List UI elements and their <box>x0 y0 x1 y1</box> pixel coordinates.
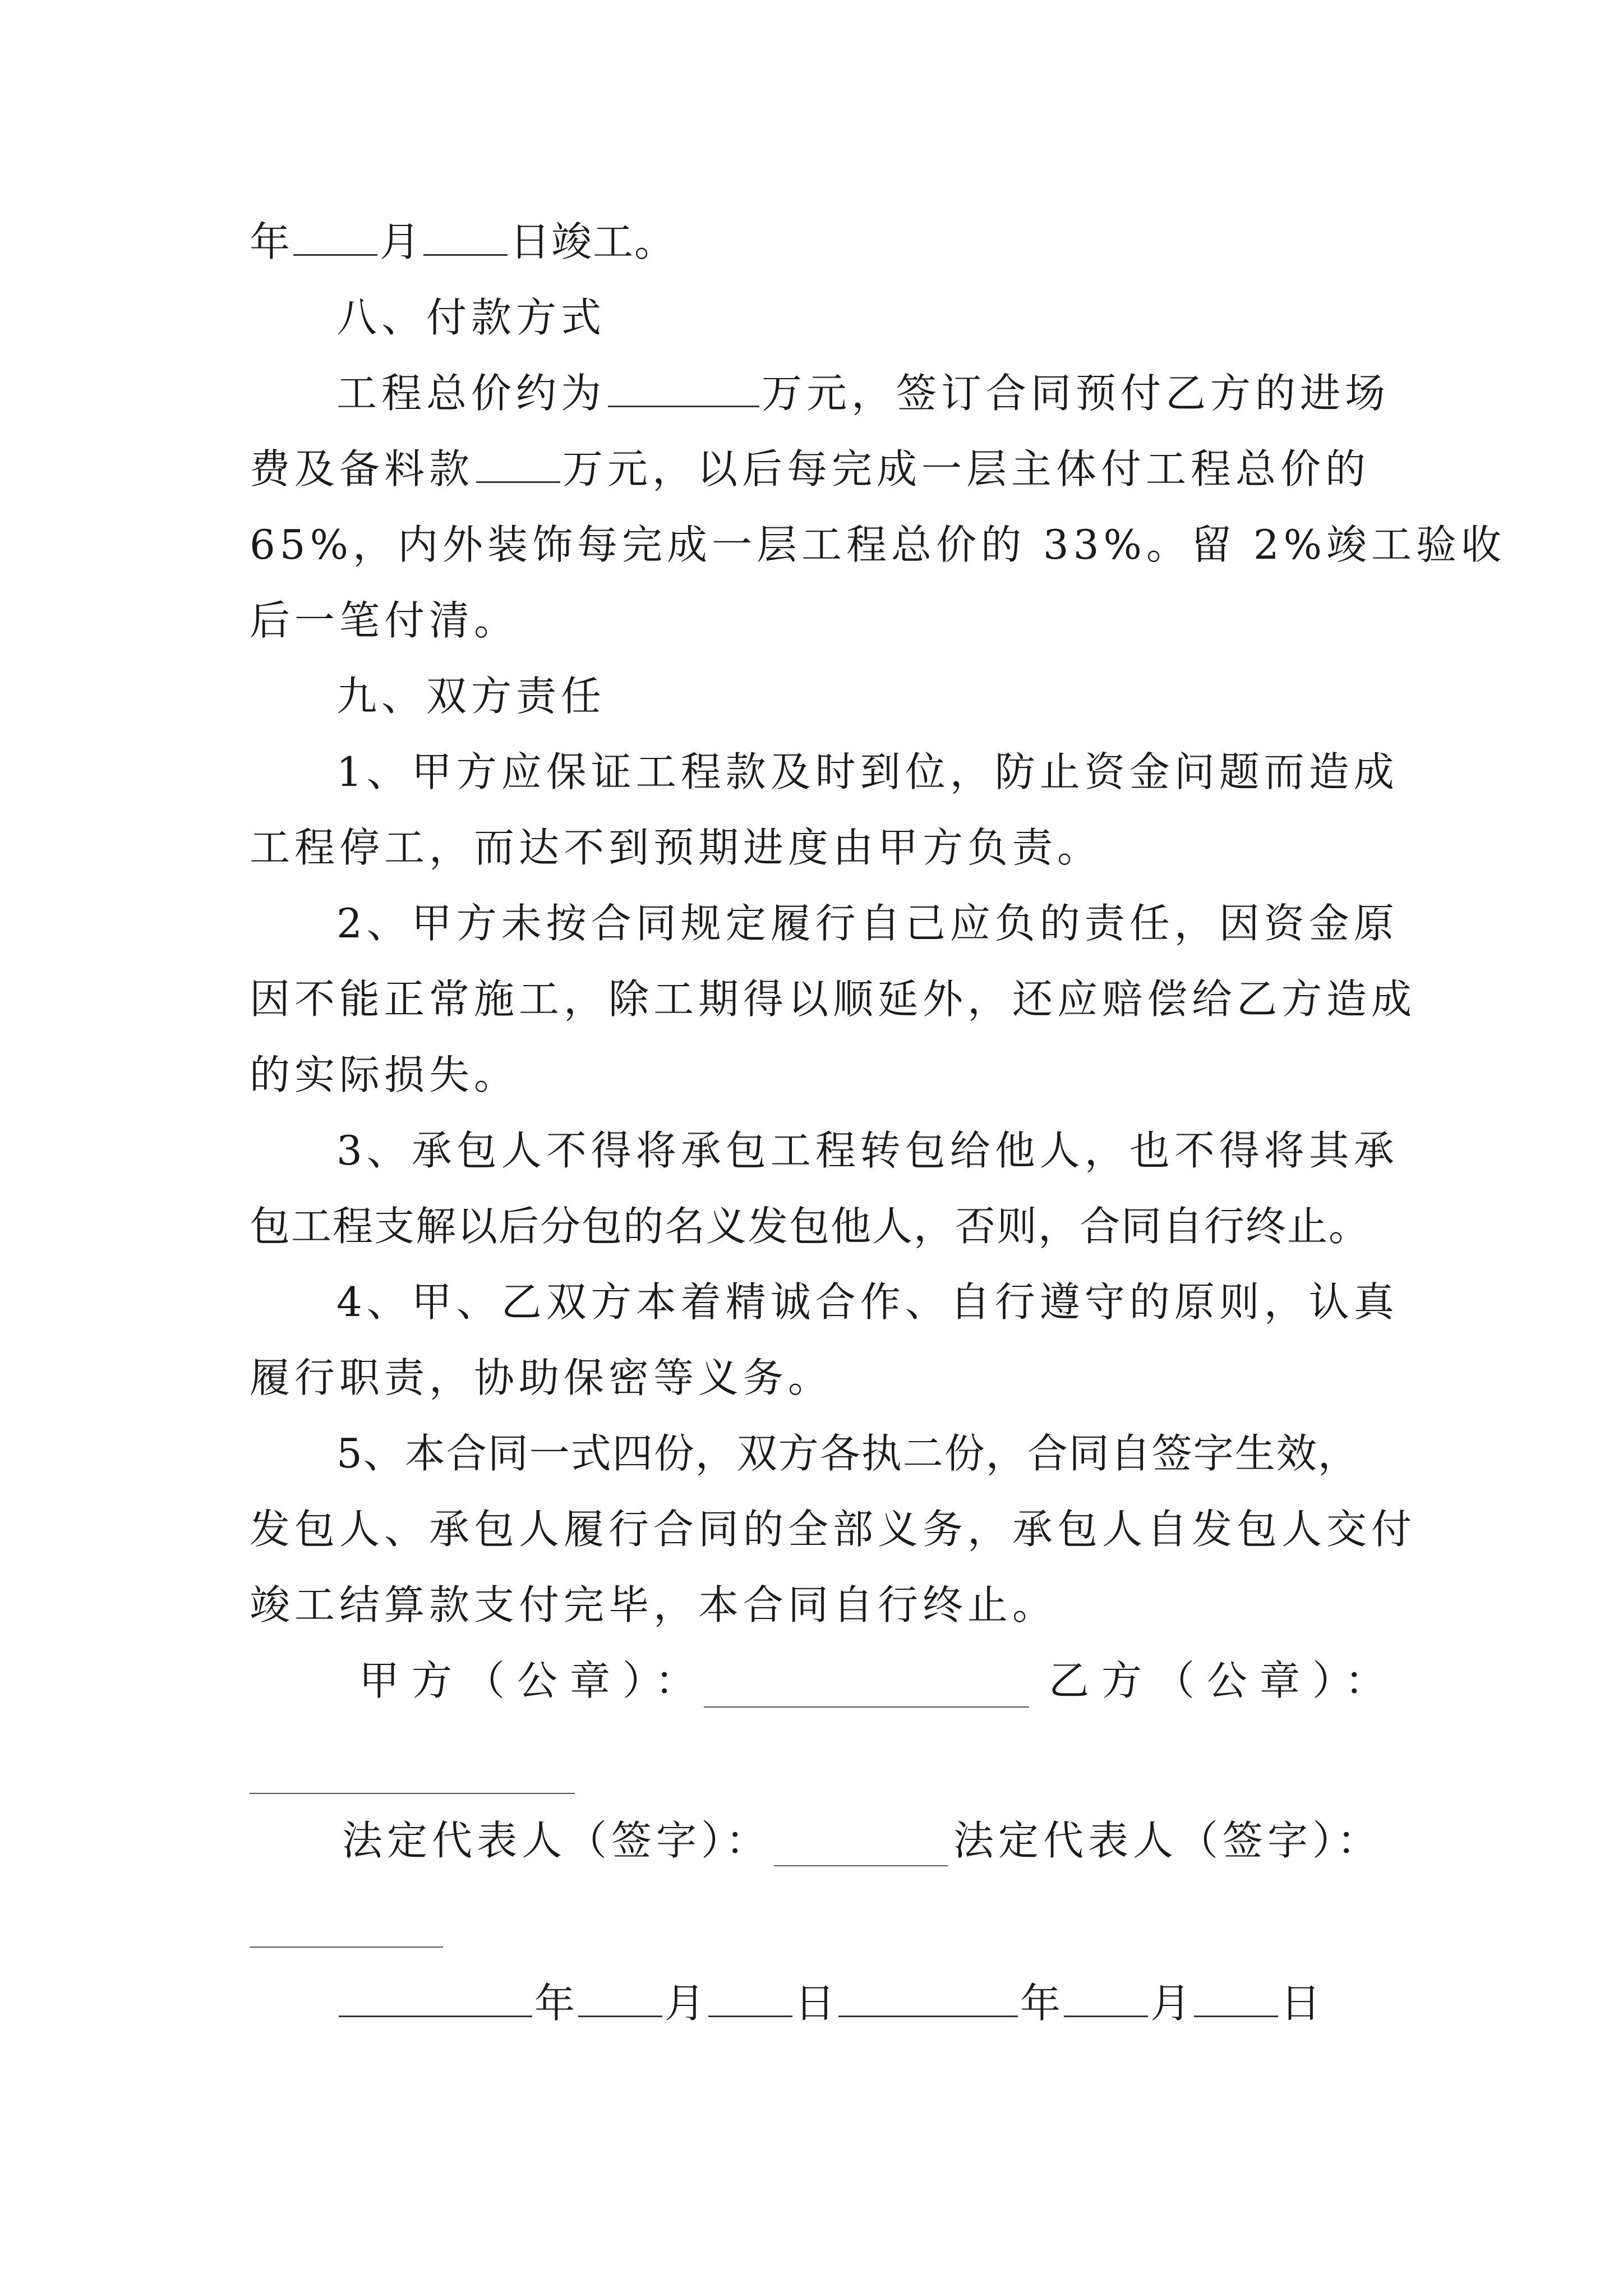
blank-day-b <box>1194 2015 1278 2017</box>
signature-date-line <box>336 1980 1387 2027</box>
paragraph-line: 的实际损失。 <box>250 1051 519 1098</box>
section-heading-payment: 八、付款方式 <box>336 294 606 341</box>
text-span: 万元，以后每完成一层主体付工程总价的 <box>562 445 1371 493</box>
party-b-seal-blank <box>250 1793 575 1794</box>
party-a-rep-label: 法定代表人（签字）： <box>342 1817 771 1864</box>
clause-3: 3、承包人不得将承包工程转包给他人，也不得将其承 <box>336 1127 1399 1174</box>
paragraph-line: 竣工结算款支付完毕，本合同自行终止。 <box>250 1581 1058 1628</box>
section-heading-responsibility: 九、双方责任 <box>336 673 606 720</box>
party-a-seal-label: 甲方（公章）： <box>359 1657 708 1704</box>
blank-month-b <box>1064 2015 1148 2017</box>
month-label: 月 <box>1150 1980 1192 2027</box>
text-span: 万元，签订合同预付乙方的进场 <box>762 370 1390 417</box>
text-span: 费及备料款 <box>250 445 474 493</box>
paragraph-line: 工程停工，而达不到预期进度由甲方负责。 <box>250 824 1103 871</box>
paragraph-line: 履行职责，协助保密等义务。 <box>250 1354 833 1401</box>
party-a-rep-blank <box>774 1865 948 1866</box>
blank-year-b <box>838 2015 1018 2017</box>
year-label: 年 <box>1020 1980 1062 2027</box>
party-b-seal-label: 乙方（公章）： <box>1049 1657 1398 1704</box>
party-b-rep-label: 法定代表人（签字）： <box>953 1817 1382 1864</box>
year-label: 年 <box>534 1980 577 2027</box>
clause-5: 5、本合同一式四份，双方各执二份，合同自签字生效， <box>336 1430 1359 1477</box>
party-b-rep-blank <box>250 1947 443 1948</box>
completion-date-line <box>250 218 1387 265</box>
blank-month-a <box>578 2015 662 2017</box>
blank-month <box>293 254 377 256</box>
paragraph-line: 后一笔付清。 <box>250 597 519 644</box>
paragraph-line <box>336 370 1390 417</box>
paragraph-line <box>250 445 1387 493</box>
completion-text: 日竣工。 <box>510 218 676 265</box>
clause-4: 4、甲、乙双方本着精诚合作、自行遵守的原则，认真 <box>336 1278 1399 1326</box>
paragraph-line: 因不能正常施工，除工期得以顺延外，还应赔偿给乙方造成 <box>250 976 1417 1023</box>
blank-advance <box>476 481 560 483</box>
blank-day-a <box>708 2015 792 2017</box>
text-span: 工程总价约为 <box>336 370 606 417</box>
clause-2: 2、甲方未按合同规定履行自己应负的责任，因资金原 <box>336 900 1399 947</box>
day-label: 日 <box>795 1980 837 2027</box>
clause-1: 1、甲方应保证工程款及时到位，防止资金问题而造成 <box>336 748 1399 795</box>
month-label: 月 <box>665 1980 707 2027</box>
paragraph-line: 包工程支解以后分包的名义发包他人，否则，合同自行终止。 <box>250 1203 1371 1250</box>
party-a-seal-blank <box>704 1706 1029 1708</box>
year-label: 年 <box>250 218 292 265</box>
blank-total-price <box>608 405 759 407</box>
month-label: 月 <box>380 218 422 265</box>
paragraph-line: 65%，内外装饰每完成一层工程总价的 33%。留 2%竣工验收 <box>250 521 1506 568</box>
paragraph-line: 发包人、承包人履行合同的全部义务，承包人自发包人交付 <box>250 1506 1417 1553</box>
blank-year-a <box>339 2015 532 2017</box>
day-label: 日 <box>1280 1980 1322 2027</box>
blank-day <box>423 254 508 256</box>
